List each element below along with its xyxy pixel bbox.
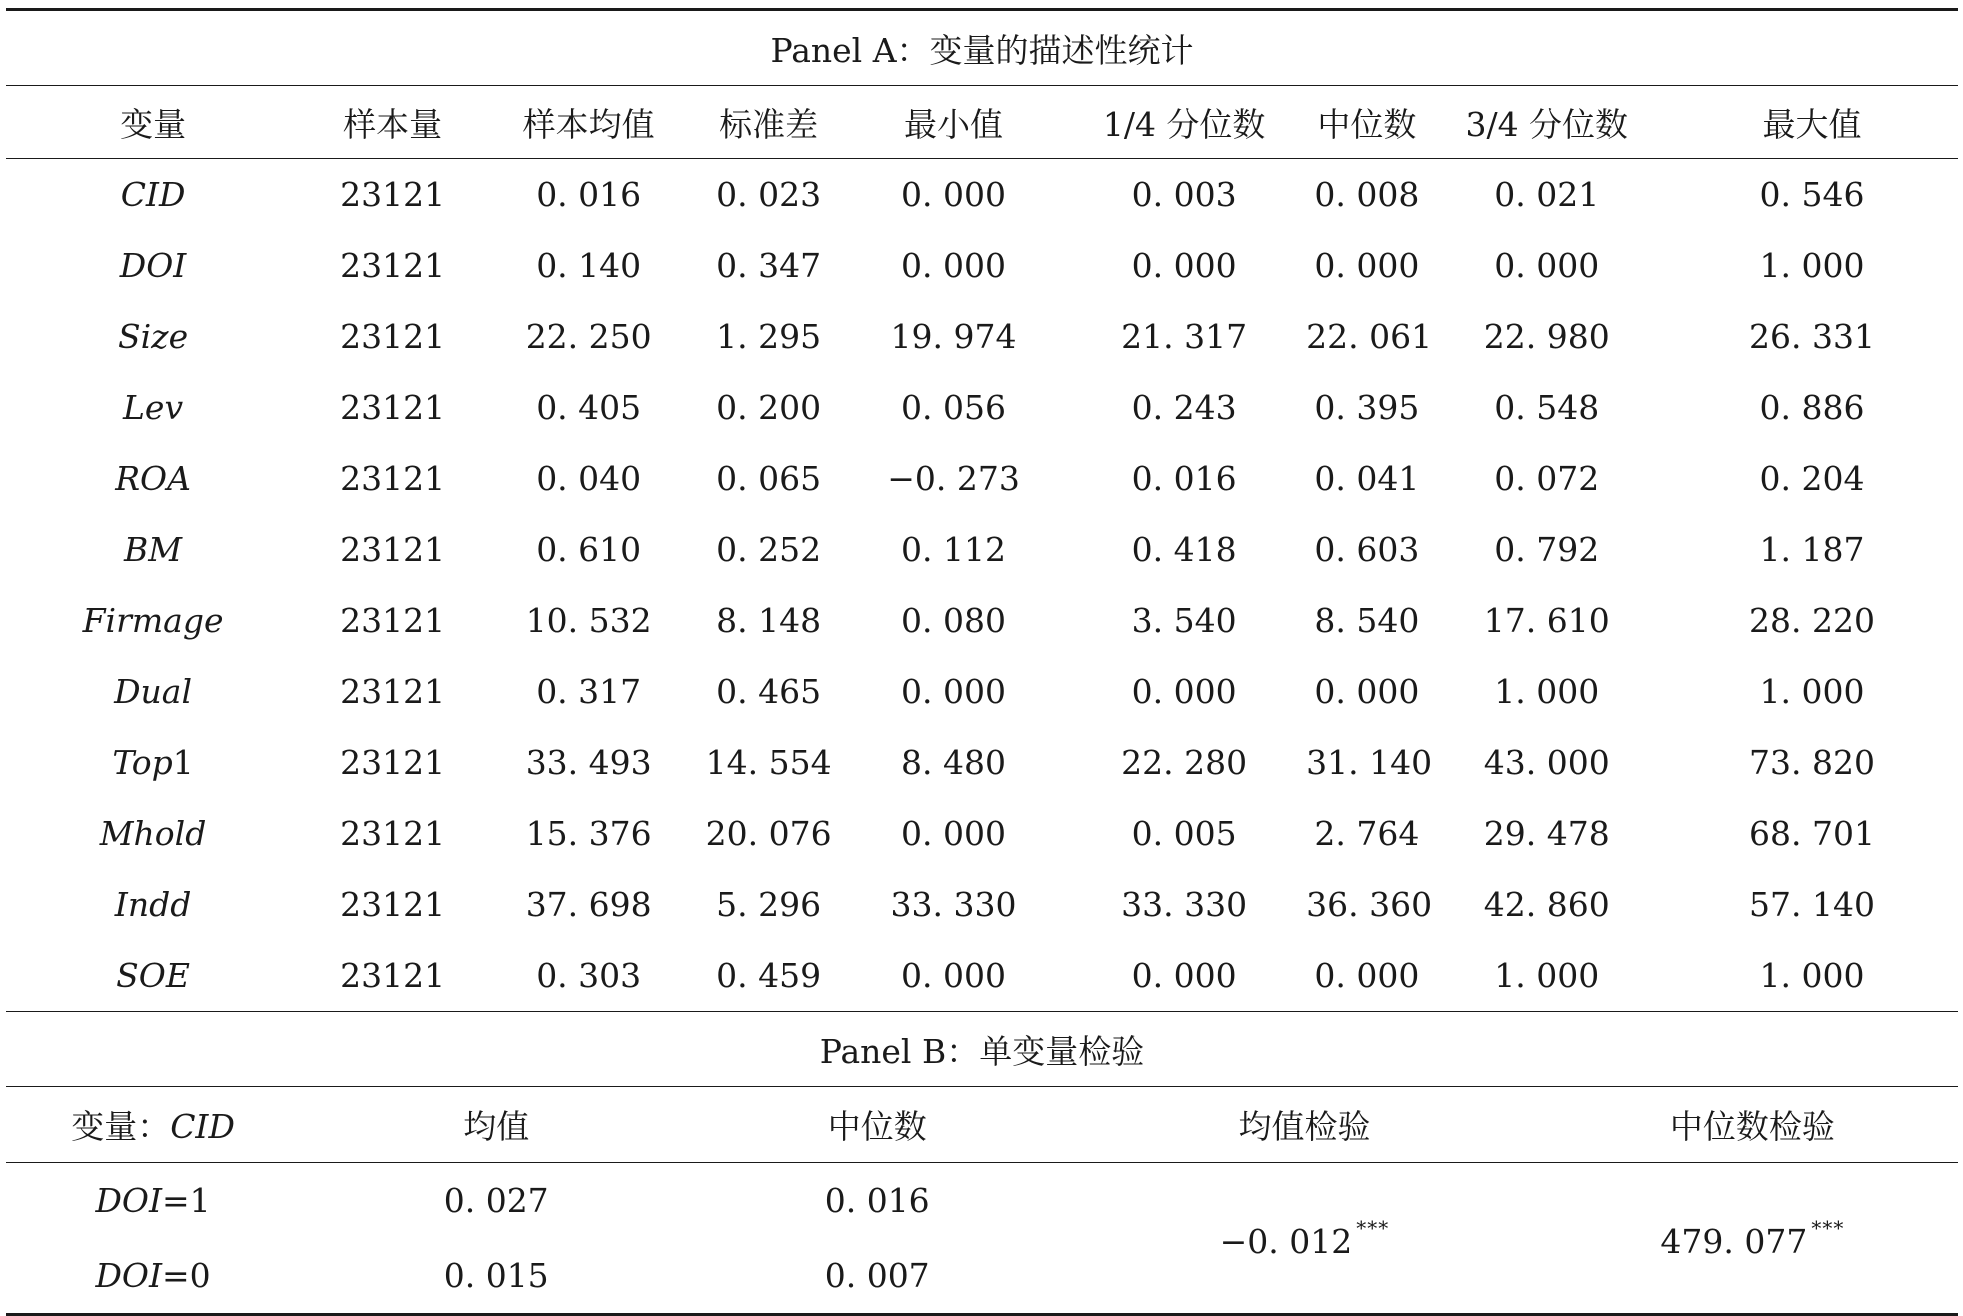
row-p25: 0. 000 (1062, 940, 1306, 1012)
row-p25: 22. 280 (1121, 743, 1248, 782)
significance-stars: *** (1356, 1215, 1390, 1240)
panel-b-header-row (6, 1087, 1958, 1163)
row-mean: 0. 610 (536, 530, 642, 569)
table-row (6, 656, 1958, 727)
group-median: 0. 007 (692, 1238, 1062, 1315)
row-variable: Mhold (99, 814, 207, 853)
row-p25: 0. 005 (1131, 814, 1237, 853)
row-median: 2. 764 (1314, 814, 1420, 853)
row-p25: 3. 540 (1131, 601, 1237, 640)
row-variable: CID (120, 175, 186, 214)
row-min: 8. 480 (901, 743, 1006, 782)
row-median: 0. 603 (1314, 530, 1420, 569)
row-median: 8. 540 (1314, 601, 1420, 640)
row-median: 0. 041 (1314, 459, 1420, 498)
row-min: 0. 000 (901, 246, 1006, 285)
row-max: 0. 546 (1759, 175, 1865, 214)
group-mean: 0. 027 (443, 1181, 549, 1220)
panel-a-title: Panel A：变量的描述性统计 (6, 10, 1958, 86)
row-max: 0. 204 (1759, 459, 1865, 498)
row-max: 26. 331 (1749, 317, 1875, 356)
panel-b-title-row (6, 1012, 1958, 1087)
row-variable: SOE (6, 940, 300, 1012)
header-min: 最小值 (845, 86, 1062, 159)
row-n: 23121 (340, 459, 446, 498)
row-min: 0. 000 (901, 672, 1006, 711)
table-row (6, 869, 1958, 940)
row-mean: 0. 040 (536, 459, 642, 498)
group-median: 0. 016 (824, 1181, 930, 1220)
row-variable: Firmage (82, 601, 224, 640)
row-median: 31. 140 (1306, 743, 1433, 782)
row-variable: DOI (119, 246, 187, 285)
row-mean: 15. 376 (525, 814, 652, 853)
row-p75: 0. 792 (1494, 530, 1600, 569)
panel-b-header-variable: 变量：CID (6, 1087, 300, 1163)
header-variable: 变量 (6, 86, 300, 159)
row-sd: 1. 295 (716, 317, 822, 356)
row-median: 0. 395 (1314, 388, 1420, 427)
row-n: 23121 (340, 317, 446, 356)
row-p25: 0. 243 (1131, 388, 1237, 427)
table-row (6, 301, 1958, 372)
row-sd: 0. 065 (716, 459, 822, 498)
group-label: DOI=1 (95, 1181, 211, 1220)
row-p75: 0. 548 (1494, 388, 1600, 427)
row-sd: 14. 554 (705, 743, 832, 782)
mean-test-value: −0. 012 *** (1062, 1163, 1547, 1315)
row-variable: Top1 (112, 743, 194, 782)
statistics-table (6, 8, 1958, 1316)
table-row (6, 940, 1958, 1012)
significance-stars: *** (1811, 1215, 1845, 1240)
row-sd: 0. 023 (716, 175, 822, 214)
row-median: 0. 008 (1314, 175, 1420, 214)
row-sd: 0. 465 (716, 672, 822, 711)
row-p25: 0. 000 (1131, 672, 1237, 711)
row-max: 28. 220 (1749, 601, 1875, 640)
panel-b-header-mean-test: 均值检验 (1062, 1087, 1547, 1163)
row-min: 0. 080 (901, 601, 1006, 640)
row-p75: 0. 000 (1494, 246, 1600, 285)
header-sd: 标准差 (692, 86, 845, 159)
row-max: 73. 820 (1749, 743, 1875, 782)
row-p75: 29. 478 (1483, 814, 1610, 853)
row-median: 0. 000 (1314, 672, 1420, 711)
row-n: 23121 (340, 175, 446, 214)
panel-b-header-mean: 均值 (300, 1087, 692, 1163)
row-n: 23121 (340, 743, 446, 782)
row-n: 23121 (340, 601, 446, 640)
row-variable: Size (118, 317, 189, 356)
row-p75: 0. 072 (1494, 459, 1600, 498)
row-mean: 10. 532 (525, 601, 652, 640)
row-n: 23121 (340, 814, 446, 853)
panel-a-header-row (6, 86, 1958, 159)
row-sd: 5. 296 (716, 885, 822, 924)
row-mean: 33. 493 (525, 743, 652, 782)
row-min: 0. 000 (845, 940, 1062, 1012)
row-variable: Lev (123, 388, 184, 427)
header-p75: 3/4 分位数 (1428, 86, 1666, 159)
row-variable: BM (124, 530, 183, 569)
group-label: DOI=0 (6, 1238, 300, 1315)
row-p25: 21. 317 (1121, 317, 1248, 356)
row-min: 19. 974 (890, 317, 1017, 356)
row-mean: 0. 303 (485, 940, 692, 1012)
row-p75: 42. 860 (1483, 885, 1610, 924)
table-row (6, 230, 1958, 301)
panel-a-title-row (6, 10, 1958, 86)
row-p25: 33. 330 (1121, 885, 1248, 924)
row-sd: 0. 347 (716, 246, 822, 285)
row-p75: 1. 000 (1428, 940, 1666, 1012)
table-row (6, 514, 1958, 585)
row-max: 57. 140 (1749, 885, 1875, 924)
row-sd: 20. 076 (705, 814, 832, 853)
row-min: 0. 000 (901, 175, 1006, 214)
row-sd: 8. 148 (716, 601, 822, 640)
row-max: 68. 701 (1749, 814, 1875, 853)
header-max: 最大值 (1666, 86, 1958, 159)
row-p25: 0. 000 (1131, 246, 1237, 285)
row-mean: 37. 698 (525, 885, 652, 924)
row-sd: 0. 252 (716, 530, 822, 569)
row-max: 0. 886 (1759, 388, 1865, 427)
row-min: 33. 330 (890, 885, 1017, 924)
row-median: 36. 360 (1306, 885, 1433, 924)
panel-b-header-median: 中位数 (692, 1087, 1062, 1163)
row-mean: 0. 016 (536, 175, 642, 214)
row-p75: 1. 000 (1494, 672, 1600, 711)
row-mean: 0. 405 (536, 388, 642, 427)
table-row (6, 727, 1958, 798)
row-variable: Indd (114, 885, 192, 924)
table-row (6, 1163, 1958, 1239)
row-n: 23121 (340, 885, 446, 924)
row-p75: 43. 000 (1483, 743, 1610, 782)
row-n: 23121 (340, 388, 446, 427)
row-variable: ROA (115, 459, 191, 498)
header-mean: 样本均值 (485, 86, 692, 159)
panel-b-header-median-test: 中位数检验 (1547, 1087, 1958, 1163)
table-row (6, 159, 1958, 231)
row-mean: 0. 317 (536, 672, 642, 711)
row-median: 22. 061 (1306, 317, 1433, 356)
median-test-value: 479. 077 *** (1547, 1163, 1958, 1315)
row-n: 23121 (340, 246, 446, 285)
row-max: 1. 000 (1666, 940, 1958, 1012)
row-p75: 0. 021 (1494, 175, 1600, 214)
row-min: 0. 056 (901, 388, 1006, 427)
row-sd: 0. 200 (716, 388, 822, 427)
header-n: 样本量 (300, 86, 485, 159)
row-p25: 0. 016 (1131, 459, 1237, 498)
table-row (6, 585, 1958, 656)
row-min: −0. 273 (887, 459, 1020, 498)
row-mean: 22. 250 (525, 317, 652, 356)
row-sd: 0. 459 (692, 940, 845, 1012)
row-mean: 0. 140 (536, 246, 642, 285)
table-row (6, 372, 1958, 443)
row-p75: 17. 610 (1483, 601, 1610, 640)
table-row (6, 443, 1958, 514)
header-p25: 1/4 分位数 (1062, 86, 1306, 159)
row-min: 0. 000 (901, 814, 1006, 853)
row-variable: Dual (114, 672, 193, 711)
panel-b-title: Panel B：单变量检验 (6, 1012, 1958, 1087)
table-row (6, 798, 1958, 869)
row-min: 0. 112 (901, 530, 1006, 569)
header-median: 中位数 (1306, 86, 1427, 159)
row-median: 0. 000 (1306, 940, 1427, 1012)
row-p25: 0. 418 (1131, 530, 1237, 569)
row-median: 0. 000 (1314, 246, 1420, 285)
row-max: 1. 000 (1759, 246, 1865, 285)
row-p75: 22. 980 (1483, 317, 1610, 356)
row-n: 23121 (300, 940, 485, 1012)
row-n: 23121 (340, 672, 446, 711)
row-p25: 0. 003 (1131, 175, 1237, 214)
row-max: 1. 187 (1759, 530, 1865, 569)
group-mean: 0. 015 (300, 1238, 692, 1315)
row-n: 23121 (340, 530, 446, 569)
row-max: 1. 000 (1759, 672, 1865, 711)
